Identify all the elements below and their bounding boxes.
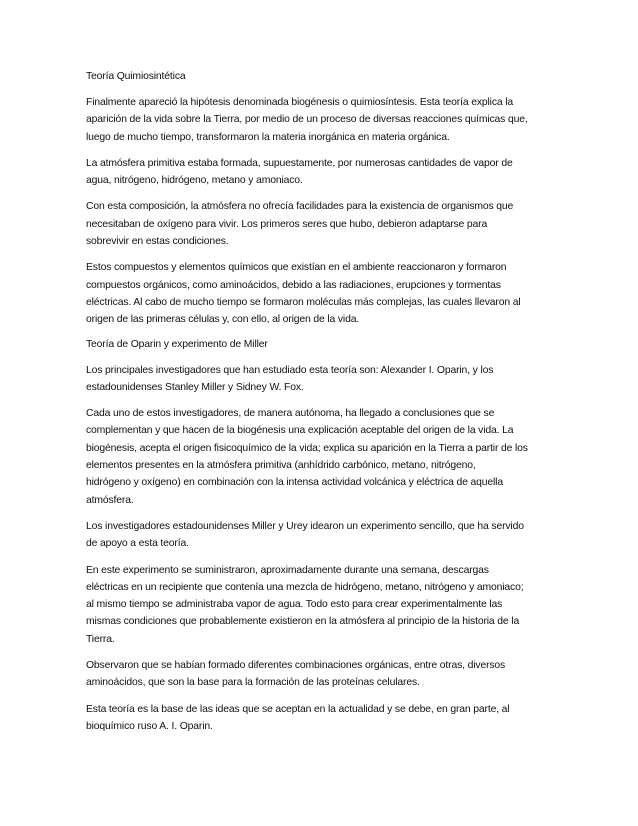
text-line: Observaron que se habían formado diferentes combinaciones orgánicas, entre otras, diversos bbox=[86, 660, 506, 672]
text-line: de apoyo a esta teoría. bbox=[86, 538, 189, 550]
text-line: biogénesis, acepta el origen fisicoquímico de la vida; explica su aparición en la Tierra a partir de los bbox=[86, 442, 528, 454]
text-line: agua, nitrógeno, hidrógeno, metano y amoniaco. bbox=[86, 175, 303, 187]
text-line: estadounidenses Stanley Miller y Sidney W. Fox. bbox=[86, 381, 304, 393]
text-line: bioquímico ruso A. I. Oparin. bbox=[86, 720, 213, 732]
paragraph bbox=[86, 198, 558, 250]
text-line: Con esta composición, la atmósfera no ofrecía facilidades para la existencia de organismos que bbox=[86, 201, 514, 213]
text-line: origen de las primeras células y, con ello, al origen de la vida. bbox=[86, 314, 360, 326]
paragraph bbox=[86, 405, 558, 509]
text-line: Cada uno de estos investigadores, de manera autónoma, ha llegado a conclusiones que se bbox=[86, 408, 495, 420]
text-line: aparición de la vida sobre la Tierra, por medio de un proceso de diversas reacciones químicas que, bbox=[86, 114, 528, 126]
text-line: En este experimento se suministraron, aproximadamente durante una semana, descargas bbox=[86, 564, 489, 576]
text-line: compuestos orgánicos, como aminoácidos, debido a las radiaciones, erupciones y tormentas bbox=[86, 279, 501, 291]
text-line: complementan y que hacen de la biogénesis una explicación aceptable del origen de la vida. La bbox=[86, 425, 514, 437]
section-subtitle: Teoría de Oparin y experimento de Miller bbox=[86, 338, 268, 350]
text-line: Los investigadores estadounidenses Miller y Urey idearon un experimento sencillo, que ha servido bbox=[86, 520, 524, 532]
text-line: aminoácidos, que son la base para la formación de las proteínas celulares. bbox=[86, 677, 420, 689]
text-line: Tierra. bbox=[86, 633, 115, 645]
document-title: Teoría Quimiosintética bbox=[86, 71, 186, 82]
text-line: necesitaban de oxígeno para vivir. Los primeros seres que hubo, debieron adaptarse para bbox=[86, 218, 488, 230]
text-line: Esta teoría es la base de las ideas que se aceptan en la actualidad y se debe, en gran parte, al bbox=[86, 703, 510, 715]
text-line: al mismo tiempo se administraba vapor de agua. Todo esto para crear experimentalmente las bbox=[86, 599, 503, 611]
text-line: eléctricas en un recipiente que contenía una mezcla de hidrógeno, metano, nitrógeno y amoniaco; bbox=[86, 581, 524, 593]
paragraph bbox=[86, 657, 558, 692]
paragraph bbox=[86, 259, 558, 328]
text-line: sobrevivir en estas condiciones. bbox=[86, 236, 229, 248]
paragraph bbox=[86, 701, 558, 736]
text-line: Estos compuestos y elementos químicos que existían en el ambiente reaccionaron y formaron bbox=[86, 262, 507, 274]
text-line: eléctricas. Al cabo de mucho tiempo se formaron moléculas más complejas, las cuales llevaron al bbox=[86, 296, 521, 308]
text-line: luego de mucho tiempo, transformaron la materia inorgánica en materia orgánica. bbox=[86, 131, 450, 143]
text-line: Los principales investigadores que han estudiado esta teoría son: Alexander I. Oparin, y los bbox=[86, 364, 494, 376]
text-line: Finalmente apareció la hipótesis denominada biogénesis o quimiosíntesis. Esta teoría explica la bbox=[86, 97, 514, 108]
paragraph bbox=[86, 518, 558, 553]
document-page bbox=[86, 70, 558, 744]
text-line: elementos presentes en la atmósfera primitiva (anhídrido carbónico, metano, nitrógeno, bbox=[86, 460, 476, 472]
text-line: hidrógeno y oxígeno) en combinación con la intensa actividad volcánica y eléctrica de aquella bbox=[86, 477, 503, 489]
text-line: La atmósfera primitiva estaba formada, supuestamente, por numerosas cantidades de vapor de bbox=[86, 157, 513, 169]
paragraph bbox=[86, 562, 558, 648]
text-line: mismas condiciones que probablemente existieron en la atmósfera al principio de la historia de la bbox=[86, 616, 520, 628]
paragraph bbox=[86, 94, 558, 146]
paragraph bbox=[86, 362, 558, 397]
text-line: atmósfera. bbox=[86, 494, 134, 506]
paragraph bbox=[86, 155, 558, 190]
